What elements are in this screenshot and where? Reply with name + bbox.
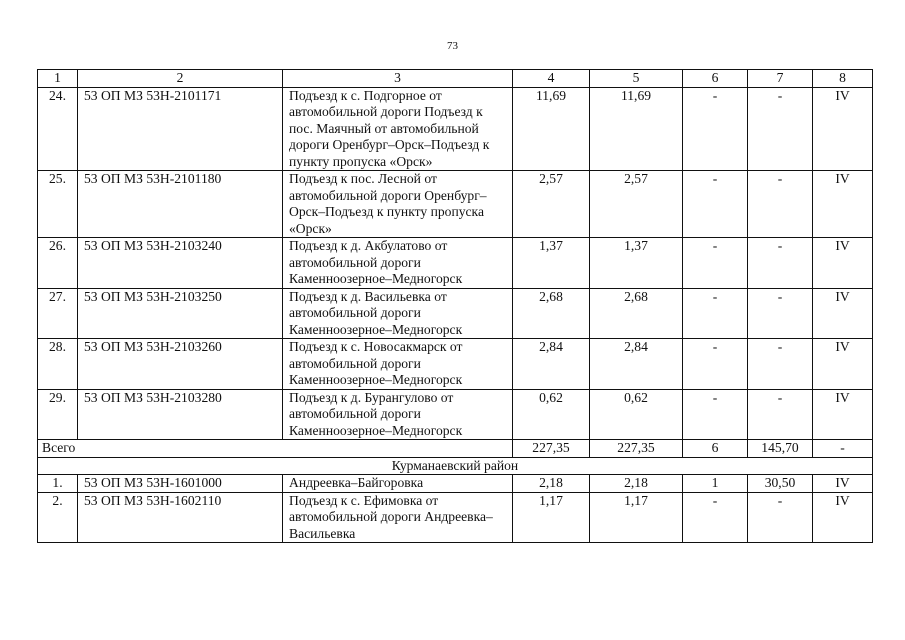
total-col5: 227,35: [590, 440, 683, 458]
road-name: Подъезд к с. Ефимовка от автомобильной дороги Андреевка–Васильевка: [283, 492, 513, 543]
col5-value: 2,68: [590, 288, 683, 339]
row-number: 2.: [38, 492, 78, 543]
road-name: Андреевка–Байгоровка: [283, 475, 513, 493]
col7-value: -: [748, 339, 813, 390]
row-number: 28.: [38, 339, 78, 390]
col6-value: 1: [683, 475, 748, 493]
header-cell: 7: [748, 70, 813, 88]
row-number: 26.: [38, 238, 78, 289]
col4-value: 0,62: [513, 389, 590, 440]
col7-value: -: [748, 171, 813, 238]
table-row: [38, 288, 873, 339]
district-title: Курманаевский район: [38, 457, 873, 475]
road-code: 53 ОП МЗ 53Н-2101171: [78, 87, 283, 171]
col4-value: 1,17: [513, 492, 590, 543]
header-cell: 8: [813, 70, 873, 88]
header-cell: 4: [513, 70, 590, 88]
row-number: 24.: [38, 87, 78, 171]
road-code: 53 ОП МЗ 53Н-2103240: [78, 238, 283, 289]
col5-value: 11,69: [590, 87, 683, 171]
page-number: 73: [447, 40, 458, 52]
table-row: [38, 87, 873, 171]
road-code: 53 ОП МЗ 53Н-1602110: [78, 492, 283, 543]
col6-value: -: [683, 288, 748, 339]
row-number: 29.: [38, 389, 78, 440]
row-number: 25.: [38, 171, 78, 238]
col5-value: 0,62: [590, 389, 683, 440]
col4-value: 2,18: [513, 475, 590, 493]
col8-value: IV: [813, 475, 873, 493]
col4-value: 2,68: [513, 288, 590, 339]
col6-value: -: [683, 339, 748, 390]
road-code: 53 ОП МЗ 53Н-2103260: [78, 339, 283, 390]
col8-value: IV: [813, 389, 873, 440]
col4-value: 11,69: [513, 87, 590, 171]
header-row: [38, 70, 873, 88]
roads-table: [37, 69, 873, 543]
col8-value: IV: [813, 492, 873, 543]
col4-value: 1,37: [513, 238, 590, 289]
col5-value: 2,18: [590, 475, 683, 493]
road-code: 53 ОП МЗ 53Н-1601000: [78, 475, 283, 493]
col7-value: -: [748, 389, 813, 440]
col5-value: 2,84: [590, 339, 683, 390]
road-code: 53 ОП МЗ 53Н-2103250: [78, 288, 283, 339]
col8-value: IV: [813, 87, 873, 171]
road-name: Подъезд к пос. Лесной от автомобильной дороги Оренбург–Орск–Подъезд к пункту пропуска «Орск»: [283, 171, 513, 238]
road-name: Подъезд к с. Подгорное от автомобильной дороги Подъезд к пос. Маячный от автомобильной дороги Оренбург–Орск–Подъезд к пункту пропуска «Орск»: [283, 87, 513, 171]
total-label: Всего: [38, 440, 513, 458]
road-name: Подъезд к д. Бурангулово от автомобильной дороги Каменноозерное–Медногорск: [283, 389, 513, 440]
col5-value: 1,17: [590, 492, 683, 543]
col7-value: -: [748, 238, 813, 289]
table-row: [38, 171, 873, 238]
col8-value: IV: [813, 171, 873, 238]
table-row: [38, 492, 873, 543]
col6-value: -: [683, 389, 748, 440]
col4-value: 2,57: [513, 171, 590, 238]
col7-value: -: [748, 492, 813, 543]
total-col4: 227,35: [513, 440, 590, 458]
table-row: [38, 238, 873, 289]
total-col8: -: [813, 440, 873, 458]
col4-value: 2,84: [513, 339, 590, 390]
total-col7: 145,70: [748, 440, 813, 458]
col8-value: IV: [813, 238, 873, 289]
header-cell: 1: [38, 70, 78, 88]
header-cell: 5: [590, 70, 683, 88]
district-row: [38, 457, 873, 475]
col6-value: -: [683, 238, 748, 289]
total-row: [38, 440, 873, 458]
row-number: 27.: [38, 288, 78, 339]
col6-value: -: [683, 171, 748, 238]
road-name: Подъезд к с. Новосакмарск от автомобильной дороги Каменноозерное–Медногорск: [283, 339, 513, 390]
header-cell: 6: [683, 70, 748, 88]
row-number: 1.: [38, 475, 78, 493]
col6-value: -: [683, 492, 748, 543]
table-row: [38, 475, 873, 493]
col5-value: 1,37: [590, 238, 683, 289]
col7-value: 30,50: [748, 475, 813, 493]
table-row: [38, 389, 873, 440]
col8-value: IV: [813, 339, 873, 390]
col7-value: -: [748, 288, 813, 339]
table-row: [38, 339, 873, 390]
col8-value: IV: [813, 288, 873, 339]
header-cell: 3: [283, 70, 513, 88]
road-code: 53 ОП МЗ 53Н-2103280: [78, 389, 283, 440]
col7-value: -: [748, 87, 813, 171]
col5-value: 2,57: [590, 171, 683, 238]
col6-value: -: [683, 87, 748, 171]
road-name: Подъезд к д. Васильевка от автомобильной дороги Каменноозерное–Медногорск: [283, 288, 513, 339]
road-code: 53 ОП МЗ 53Н-2101180: [78, 171, 283, 238]
total-col6: 6: [683, 440, 748, 458]
header-cell: 2: [78, 70, 283, 88]
road-name: Подъезд к д. Акбулатово от автомобильной дороги Каменноозерное–Медногорск: [283, 238, 513, 289]
